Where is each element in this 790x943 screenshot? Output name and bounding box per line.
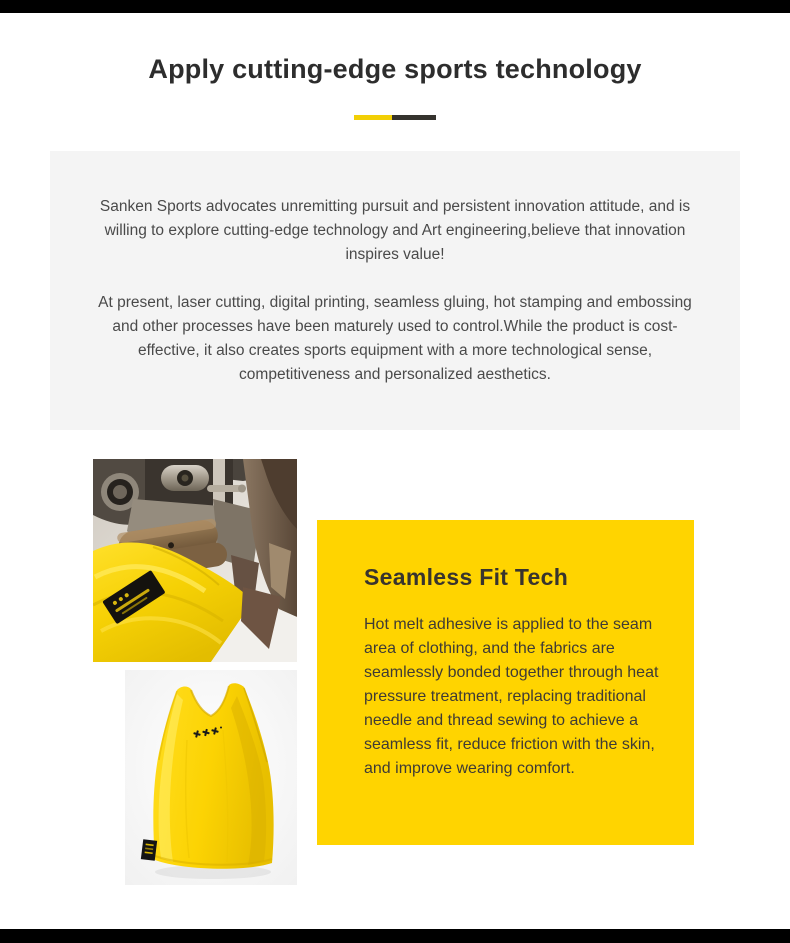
feature-panel (317, 520, 694, 845)
sewing-machine-illustration (93, 459, 297, 662)
hem-label (141, 839, 157, 861)
tank-top-illustration (125, 670, 297, 885)
tank-top-photo (125, 670, 297, 885)
page-title: Apply cutting-edge sports technology (148, 54, 642, 84)
divider-yellow-segment (354, 115, 392, 120)
feature-body: Hot melt adhesive is applied to the seam area of clothing, and the fabrics are seamlessly bonded together through heat pressure treatment, replacing traditional needle and thread sewing to achieve a seamless fit, reduce friction with the skin, and improve wearing comfort. (364, 616, 659, 777)
title-divider (354, 115, 436, 120)
intro-paragraph-2: At present, laser cutting, digital printing, seamless gluing, hot stamping and embossing and other processes have been maturely used to control.While the product is cost-effective, it also creates sports equipment with a more technological sense, competitiveness and personalized aesthetics. (98, 294, 692, 383)
feature-heading: Seamless Fit Tech (364, 564, 569, 590)
divider-dark-segment (392, 115, 436, 120)
top-black-bar (0, 0, 790, 13)
bottom-black-bar (0, 929, 790, 943)
intro-panel (50, 151, 740, 430)
intro-paragraph-1: Sanken Sports advocates unremitting pursuit and persistent innovation attitude, and is willing to explore cutting-edge technology and Art engineering,believe that innovation inspires value! (99, 198, 691, 263)
sewing-machine-photo (93, 459, 297, 662)
